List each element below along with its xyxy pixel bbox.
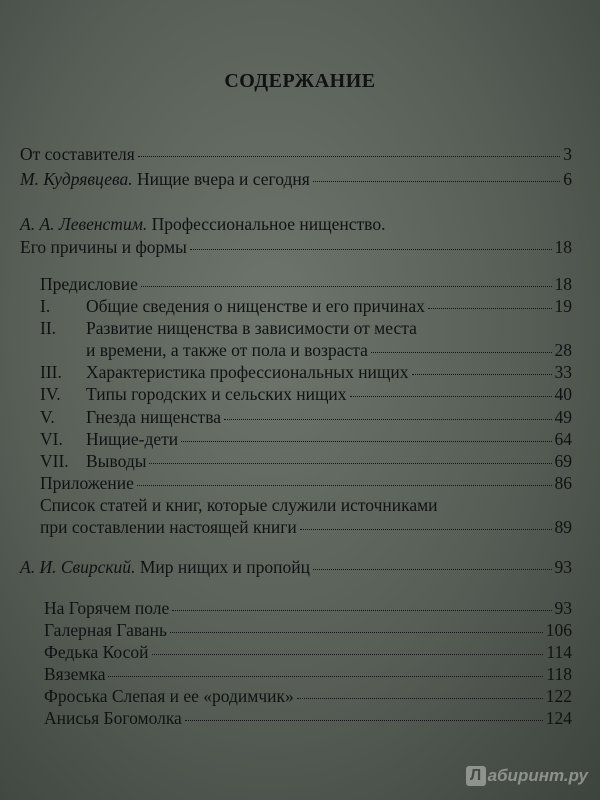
page-number: 106 xyxy=(545,620,572,640)
entry-author: А. И. Свирский. xyxy=(20,557,136,577)
leader-dots xyxy=(172,609,551,611)
page-number: 18 xyxy=(554,237,572,257)
entry-title: Выводы xyxy=(86,451,147,471)
entry-title: Профессиональное нищенство. xyxy=(147,214,386,234)
page-number: 40 xyxy=(554,384,572,404)
leader-dots xyxy=(371,351,552,353)
toc-entry xyxy=(40,386,572,404)
watermark-text: абиринт.ру xyxy=(487,766,588,785)
toc-entry xyxy=(44,710,572,728)
chapter-number: IV. xyxy=(40,384,61,404)
page-title: СОДЕРЖАНИЕ xyxy=(224,70,376,92)
toc-entry xyxy=(40,298,572,316)
leader-dots xyxy=(152,653,544,655)
page-number: 122 xyxy=(545,686,572,706)
toc-entry xyxy=(86,342,572,360)
toc-entry xyxy=(44,688,572,706)
page-number: 28 xyxy=(554,340,572,360)
toc-entry xyxy=(44,622,572,640)
toc-entry xyxy=(44,666,572,684)
chapter-number: III. xyxy=(40,362,62,382)
toc-entry xyxy=(44,600,572,618)
leader-dots xyxy=(313,180,560,182)
page-number: 6 xyxy=(563,169,572,189)
entry-title: Гнезда нищенства xyxy=(86,407,221,427)
toc-entry xyxy=(20,146,572,164)
leader-dots xyxy=(428,307,552,309)
page-number: 69 xyxy=(554,451,572,471)
page-number: 3 xyxy=(563,144,572,164)
entry-title: Нищие-дети xyxy=(86,429,179,449)
page-number: 18 xyxy=(554,274,572,294)
toc-entry xyxy=(20,559,572,577)
toc-entry xyxy=(20,171,572,189)
toc-entry xyxy=(20,239,572,257)
leader-dots xyxy=(108,675,543,677)
entry-author: М. Кудрявцева. xyxy=(20,169,133,189)
entry-title-cont: при составлении настоящей книги xyxy=(40,517,297,537)
entry-title: Нищие вчера и сегодня xyxy=(132,169,310,189)
labirint-logo-icon: Л xyxy=(466,766,486,786)
toc-entry xyxy=(44,644,572,662)
entry-title: Приложение xyxy=(40,473,134,493)
toc-entry xyxy=(40,453,572,471)
page-number: 124 xyxy=(545,708,572,728)
leader-dots xyxy=(224,418,552,420)
chapter-number: II. xyxy=(40,318,57,338)
chapter-number: VII. xyxy=(40,451,69,471)
entry-title: Предисловие xyxy=(40,274,138,294)
leader-dots xyxy=(181,440,551,442)
toc-entry-heading xyxy=(20,216,385,234)
leader-dots xyxy=(138,155,560,157)
entry-title: На Горячем поле xyxy=(44,598,170,618)
page-number: 49 xyxy=(554,407,572,427)
site-watermark xyxy=(466,766,588,786)
leader-dots xyxy=(297,697,543,699)
page-number: 93 xyxy=(554,598,572,618)
page-number: 33 xyxy=(554,362,572,382)
toc-entry xyxy=(40,431,572,449)
page-number: 64 xyxy=(554,429,572,449)
leader-dots xyxy=(141,285,552,287)
leader-dots xyxy=(170,631,543,633)
entry-author: А. А. Левенстим. xyxy=(20,214,148,234)
entry-title: Вяземка xyxy=(44,664,106,684)
entry-title: Анисья Богомолка xyxy=(44,708,182,728)
entry-title: Фроська Слепая и ее «родимчик» xyxy=(44,686,294,706)
leader-dots xyxy=(149,462,551,464)
entry-title-cont: Его причины и формы xyxy=(20,237,187,257)
leader-dots xyxy=(412,373,552,375)
leader-dots xyxy=(185,719,543,721)
entry-title: Мир нищих и пропойц xyxy=(135,557,311,577)
entry-title-cont: и времени, а также от пола и возраста xyxy=(86,340,368,360)
page-number: 19 xyxy=(554,296,572,316)
toc-entry-heading xyxy=(40,497,438,515)
entry-title: Типы городских и сельских нищих xyxy=(86,384,347,404)
toc-entry-heading xyxy=(40,320,417,338)
leader-dots xyxy=(190,248,552,250)
toc-entry xyxy=(40,276,572,294)
toc-entry xyxy=(40,519,572,537)
leader-dots xyxy=(350,395,552,397)
entry-title: Федька Косой xyxy=(44,642,149,662)
entry-title: Общие сведения о нищенстве и его причинах xyxy=(86,296,425,316)
entry-title: Развитие нищенства в зависимости от места xyxy=(86,318,417,338)
toc-entry xyxy=(40,364,572,382)
entry-title: Характеристика профессиональных нищих xyxy=(86,362,409,382)
toc-entry xyxy=(40,409,572,427)
entry-title: Список статей и книг, которые служили источниками xyxy=(40,495,438,515)
entry-title: Галерная Гавань xyxy=(44,620,168,640)
leader-dots xyxy=(137,484,552,486)
page-number: 86 xyxy=(554,473,572,493)
chapter-number: I. xyxy=(40,296,51,316)
leader-dots xyxy=(300,528,552,530)
page-number: 118 xyxy=(546,664,572,684)
toc-entry xyxy=(40,475,572,493)
page-number: 89 xyxy=(554,517,572,537)
entry-title: От составителя xyxy=(20,144,135,164)
page-number: 93 xyxy=(554,557,572,577)
page-number: 114 xyxy=(546,642,572,662)
leader-dots xyxy=(313,568,551,570)
chapter-number: VI. xyxy=(40,429,63,449)
chapter-number: V. xyxy=(40,407,55,427)
